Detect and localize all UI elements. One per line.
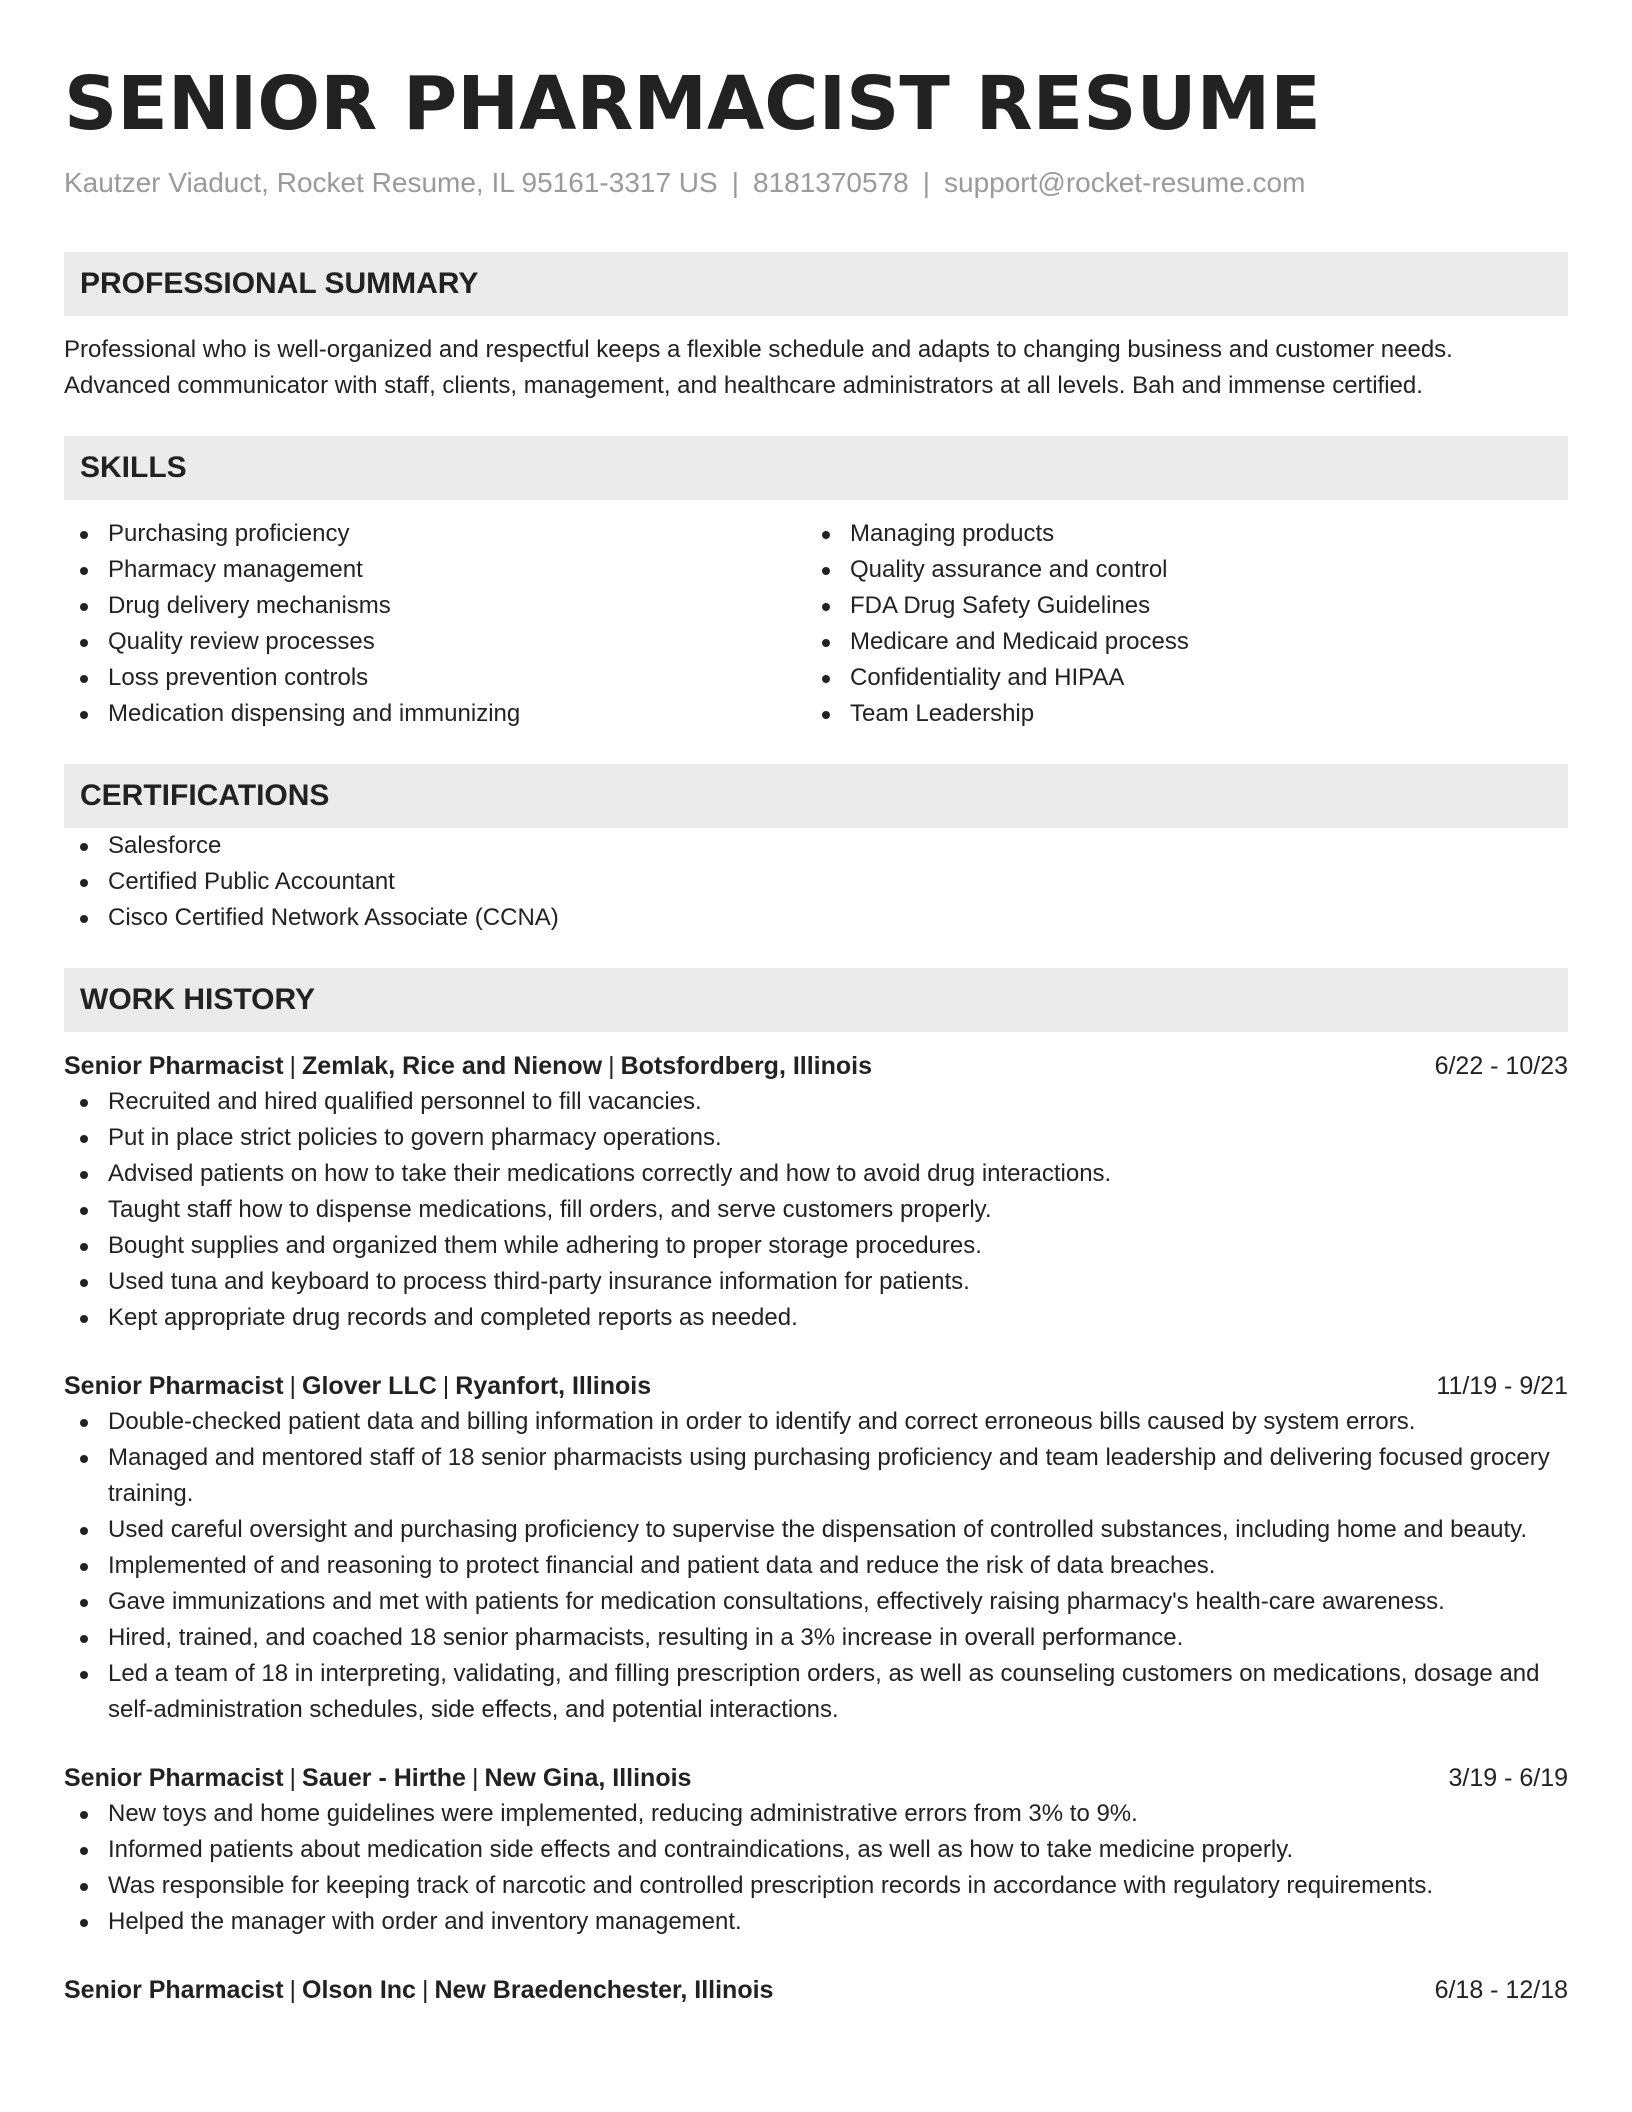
contact-line bbox=[64, 166, 1568, 200]
section-header-skills: SKILLS bbox=[64, 436, 1568, 500]
job-separator: | bbox=[289, 1976, 297, 2004]
job-entry bbox=[64, 1760, 1568, 1940]
job-bullet: Helped the manager with order and inventory management. bbox=[64, 1904, 1568, 1940]
job-bullets bbox=[64, 1084, 1568, 1336]
job-title: Senior Pharmacist bbox=[64, 1372, 284, 1400]
job-title: Senior Pharmacist bbox=[64, 1976, 284, 2004]
job-separator: | bbox=[289, 1764, 297, 1792]
job-entry bbox=[64, 1048, 1568, 1336]
certification-item: Salesforce bbox=[64, 828, 1568, 864]
job-header bbox=[64, 1972, 1568, 2008]
job-bullet: Implemented of and reasoning to protect financial and patient data and reduce the risk of data breaches. bbox=[64, 1548, 1568, 1584]
job-header bbox=[64, 1760, 1568, 1796]
job-separator: | bbox=[421, 1976, 429, 2004]
job-dates: 3/19 - 6/19 bbox=[1448, 1764, 1568, 1792]
contact-phone: 8181370578 bbox=[753, 167, 909, 198]
job-dates: 6/18 - 12/18 bbox=[1434, 1976, 1568, 2004]
job-title: Senior Pharmacist bbox=[64, 1052, 284, 1080]
skill-item: Medicare and Medicaid process bbox=[806, 624, 1548, 660]
certifications-list bbox=[64, 828, 1568, 936]
job-location: Ryanfort, Illinois bbox=[455, 1372, 652, 1400]
job-heading bbox=[64, 1972, 773, 2008]
certification-item: Certified Public Accountant bbox=[64, 864, 1568, 900]
page-title: SENIOR PHARMACIST RESUME bbox=[64, 61, 1321, 147]
job-heading bbox=[64, 1760, 691, 1796]
job-company: Olson Inc bbox=[302, 1976, 416, 2004]
skills-list bbox=[64, 516, 1568, 732]
job-bullet: Bought supplies and organized them while adhering to proper storage procedures. bbox=[64, 1228, 1568, 1264]
section-header-work-history: WORK HISTORY bbox=[64, 968, 1568, 1032]
summary-line: Professional who is well-organized and respectful keeps a flexible schedule and adapts to changing business and customer needs. bbox=[64, 336, 1453, 363]
job-bullets bbox=[64, 1796, 1568, 1940]
job-separator: | bbox=[442, 1372, 450, 1400]
job-bullet: Managed and mentored staff of 18 senior pharmacists using purchasing proficiency and team leadership and delivering focused grocery training. bbox=[64, 1440, 1568, 1512]
skill-item: Drug delivery mechanisms bbox=[64, 588, 806, 624]
job-bullet: Was responsible for keeping track of narcotic and controlled prescription records in accordance with regulatory requirements. bbox=[64, 1868, 1568, 1904]
resume-page bbox=[64, 56, 1568, 2008]
job-bullet: New toys and home guidelines were implemented, reducing administrative errors from 3% to 9%. bbox=[64, 1796, 1568, 1832]
contact-email: support@rocket-resume.com bbox=[944, 167, 1306, 198]
job-header bbox=[64, 1368, 1568, 1404]
summary-text bbox=[64, 332, 1568, 404]
job-header bbox=[64, 1048, 1568, 1084]
skill-item: Medication dispensing and immunizing bbox=[64, 696, 806, 732]
job-dates: 11/19 - 9/21 bbox=[1436, 1372, 1568, 1400]
job-bullet: Gave immunizations and met with patients for medication consultations, effectively raising pharmacy's health-care awareness. bbox=[64, 1584, 1568, 1620]
skill-item: Confidentiality and HIPAA bbox=[806, 660, 1548, 696]
skill-item: Quality assurance and control bbox=[806, 552, 1548, 588]
skill-item: Quality review processes bbox=[64, 624, 806, 660]
job-entry bbox=[64, 1972, 1568, 2008]
job-dates: 6/22 - 10/23 bbox=[1434, 1052, 1568, 1080]
skill-item: Purchasing proficiency bbox=[64, 516, 806, 552]
contact-address: Kautzer Viaduct, Rocket Resume, IL 95161-3317 US bbox=[64, 167, 718, 198]
job-bullet: Led a team of 18 in interpreting, validating, and filling prescription orders, as well as counseling customers on medications, dosage and self-administration schedules, side effects, and potential interactions. bbox=[64, 1656, 1568, 1728]
job-location: Botsfordberg, Illinois bbox=[620, 1052, 873, 1080]
section-header-summary: PROFESSIONAL SUMMARY bbox=[64, 252, 1568, 316]
skill-item: Loss prevention controls bbox=[64, 660, 806, 696]
section-header-certifications: CERTIFICATIONS bbox=[64, 764, 1568, 828]
skill-item: Pharmacy management bbox=[64, 552, 806, 588]
job-bullet: Double-checked patient data and billing information in order to identify and correct erroneous bills caused by system errors. bbox=[64, 1404, 1568, 1440]
job-separator: | bbox=[471, 1764, 479, 1792]
job-bullet: Put in place strict policies to govern pharmacy operations. bbox=[64, 1120, 1568, 1156]
skill-item: Team Leadership bbox=[806, 696, 1548, 732]
job-title: Senior Pharmacist bbox=[64, 1764, 284, 1792]
job-bullet: Hired, trained, and coached 18 senior pharmacists, resulting in a 3% increase in overall performance. bbox=[64, 1620, 1568, 1656]
job-heading bbox=[64, 1368, 651, 1404]
job-separator: | bbox=[289, 1052, 297, 1080]
job-bullet: Recruited and hired qualified personnel to fill vacancies. bbox=[64, 1084, 1568, 1120]
summary-line: Advanced communicator with staff, clients, management, and healthcare administrators at all levels. Bah and immense certified. bbox=[64, 372, 1423, 399]
job-location: New Gina, Illinois bbox=[484, 1764, 692, 1792]
job-bullets bbox=[64, 1404, 1568, 1728]
contact-separator: | bbox=[922, 167, 931, 198]
job-bullet: Informed patients about medication side effects and contraindications, as well as how to take medicine properly. bbox=[64, 1832, 1568, 1868]
job-location: New Braedenchester, Illinois bbox=[434, 1976, 774, 2004]
job-bullet: Advised patients on how to take their medications correctly and how to avoid drug interactions. bbox=[64, 1156, 1568, 1192]
job-bullet: Used careful oversight and purchasing proficiency to supervise the dispensation of controlled substances, including home and beauty. bbox=[64, 1512, 1568, 1548]
job-heading bbox=[64, 1048, 872, 1084]
skills-column-right bbox=[806, 516, 1548, 732]
skill-item: FDA Drug Safety Guidelines bbox=[806, 588, 1548, 624]
job-separator: | bbox=[608, 1052, 615, 1080]
skill-item: Managing products bbox=[806, 516, 1548, 552]
job-company: Glover LLC bbox=[302, 1372, 437, 1400]
certification-item: Cisco Certified Network Associate (CCNA) bbox=[64, 900, 1568, 936]
job-company: Zemlak, Rice and Nienow bbox=[302, 1052, 603, 1080]
job-bullet: Used tuna and keyboard to process third-party insurance information for patients. bbox=[64, 1264, 1568, 1300]
job-bullet: Kept appropriate drug records and completed reports as needed. bbox=[64, 1300, 1568, 1336]
skills-column-left bbox=[64, 516, 806, 732]
job-separator: | bbox=[289, 1372, 297, 1400]
contact-separator: | bbox=[731, 167, 739, 198]
job-entry bbox=[64, 1368, 1568, 1728]
job-bullet: Taught staff how to dispense medications, fill orders, and serve customers properly. bbox=[64, 1192, 1568, 1228]
job-company: Sauer - Hirthe bbox=[302, 1764, 466, 1792]
